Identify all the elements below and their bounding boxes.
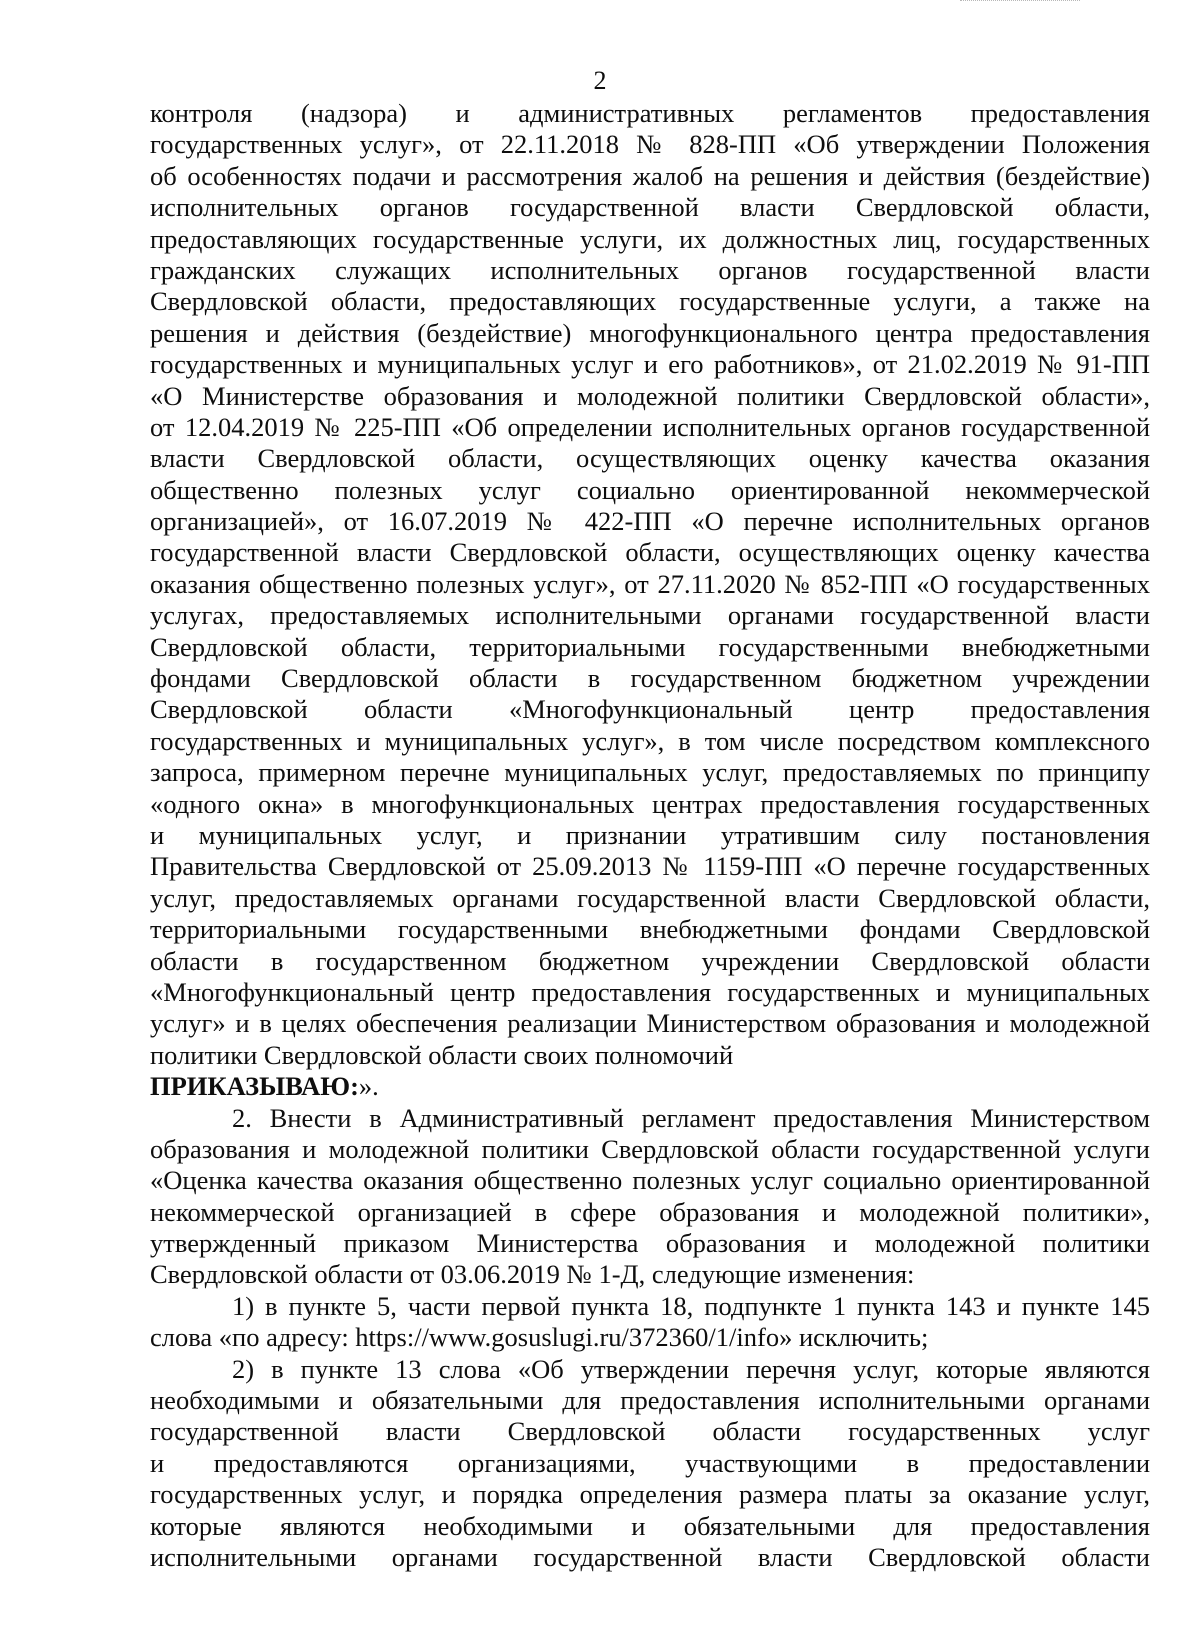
order-word: ПРИКАЗЫВАЮ: xyxy=(150,1071,359,1102)
text-line: гражданских служащих исполнительных органов государственной власти xyxy=(150,254,1150,285)
text-line: государственной власти Свердловской области государственных услуг xyxy=(150,1416,1150,1447)
text-line: об особенностях подачи и рассмотрения жалоб на решения и действия (бездействие) xyxy=(150,160,1150,191)
text-line: оказания общественно полезных услуг», от 27.11.2020 № 852-ПП «О государственных xyxy=(150,568,1150,599)
text-line: Свердловской области, территориальными государственными внебюджетными xyxy=(150,631,1150,662)
document-body xyxy=(150,98,1150,1573)
text-line: 2) в пункте 13 слова «Об утверждении перечня услуг, которые являются xyxy=(232,1353,1150,1384)
text-line: государственных услуг», от 22.11.2018 № 828-ПП «Об утверждении Положения xyxy=(150,129,1150,160)
text-line: услуг» и в целях обеспечения реализации Министерством образования и молодежной xyxy=(150,1008,1150,1039)
text-line: общественно полезных услуг социально ориентированной некоммерческой xyxy=(150,474,1150,505)
text-line: «Многофункциональный центр предоставления государственных и муниципальных xyxy=(150,976,1150,1007)
text-line: государственных и муниципальных услуг», в том числе посредством комплексного xyxy=(150,725,1150,756)
text-line: Правительства Свердловской от 25.09.2013 № 1159-ПП «О перечне государственных xyxy=(150,851,1150,882)
text-line: 1) в пункте 5, части первой пункта 18, подпункте 1 пункта 143 и пункте 145 xyxy=(232,1290,1150,1321)
text-line: территориальными государственными внебюджетными фондами Свердловской xyxy=(150,914,1150,945)
text-line: решения и действия (бездействие) многофункционального центра предоставления xyxy=(150,317,1150,348)
order-line xyxy=(150,1071,1150,1102)
text-line: области в государственном бюджетном учреждении Свердловской области xyxy=(150,945,1150,976)
text-line: запроса, примерном перечне муниципальных услуг, предоставляемых по принципу xyxy=(150,757,1150,788)
text-line: слова «по адресу: https://www.gosuslugi.ru/372360/1/info» исключить; xyxy=(150,1322,929,1353)
text-line: некоммерческой организацией в сфере образования и молодежной политики», xyxy=(150,1196,1150,1227)
text-line: политики Свердловской области своих полномочий xyxy=(150,1039,734,1070)
text-line: исполнительными органами государственной власти Свердловской области xyxy=(150,1541,1150,1572)
text-line: исполнительных органов государственной власти Свердловской области, xyxy=(150,192,1150,223)
order-suffix: ». xyxy=(358,1071,379,1102)
text-line: государственных услуг, и порядка определения размера платы за оказание услуг, xyxy=(150,1479,1150,1510)
text-line: Свердловской области, предоставляющих государственные услуги, а также на xyxy=(150,286,1150,317)
text-line: и предоставляются организациями, участвующими в предоставлении xyxy=(150,1447,1150,1478)
text-line: образования и молодежной политики Свердловской области государственной услуги xyxy=(150,1133,1150,1164)
text-line: Свердловской области «Многофункциональный центр предоставления xyxy=(150,694,1150,725)
scan-artifact xyxy=(960,0,1080,7)
text-line: услуг, предоставляемых органами государственной власти Свердловской области, xyxy=(150,882,1150,913)
text-line: «О Министерстве образования и молодежной политики Свердловской области», xyxy=(150,380,1150,411)
text-line: и муниципальных услуг, и признании утратившим силу постановления xyxy=(150,819,1150,850)
text-line: услугах, предоставляемых исполнительными органами государственной власти xyxy=(150,600,1150,631)
text-line: Свердловской области от 03.06.2019 № 1-Д, следующие изменения: xyxy=(150,1259,915,1290)
text-line: которые являются необходимыми и обязательными для предоставления xyxy=(150,1510,1150,1541)
text-line: предоставляющих государственные услуги, их должностных лиц, государственных xyxy=(150,223,1150,254)
text-line: 2. Внести в Административный регламент предоставления Министерством xyxy=(232,1102,1150,1133)
text-line: власти Свердловской области, осуществляющих оценку качества оказания xyxy=(150,443,1150,474)
text-line: от 12.04.2019 № 225-ПП «Об определении исполнительных органов государственной xyxy=(150,411,1150,442)
text-line: государственных и муниципальных услуг и его работников», от 21.02.2019 № 91-ПП xyxy=(150,349,1150,380)
text-line: организацией», от 16.07.2019 № 422-ПП «О перечне исполнительных органов xyxy=(150,506,1150,537)
text-line: «Оценка качества оказания общественно полезных услуг социально ориентированной xyxy=(150,1165,1150,1196)
text-line: необходимыми и обязательными для предоставления исполнительными органами xyxy=(150,1385,1150,1416)
text-line: контроля (надзора) и административных регламентов предоставления xyxy=(150,98,1150,128)
text-line: государственной власти Свердловской области, осуществляющих оценку качества xyxy=(150,537,1150,568)
text-line: утвержденный приказом Министерства образования и молодежной политики xyxy=(150,1228,1150,1259)
text-line: «одного окна» в многофункциональных центрах предоставления государственных xyxy=(150,788,1150,819)
text-line: фондами Свердловской области в государственном бюджетном учреждении xyxy=(150,663,1150,694)
page-number: 2 xyxy=(593,66,607,95)
